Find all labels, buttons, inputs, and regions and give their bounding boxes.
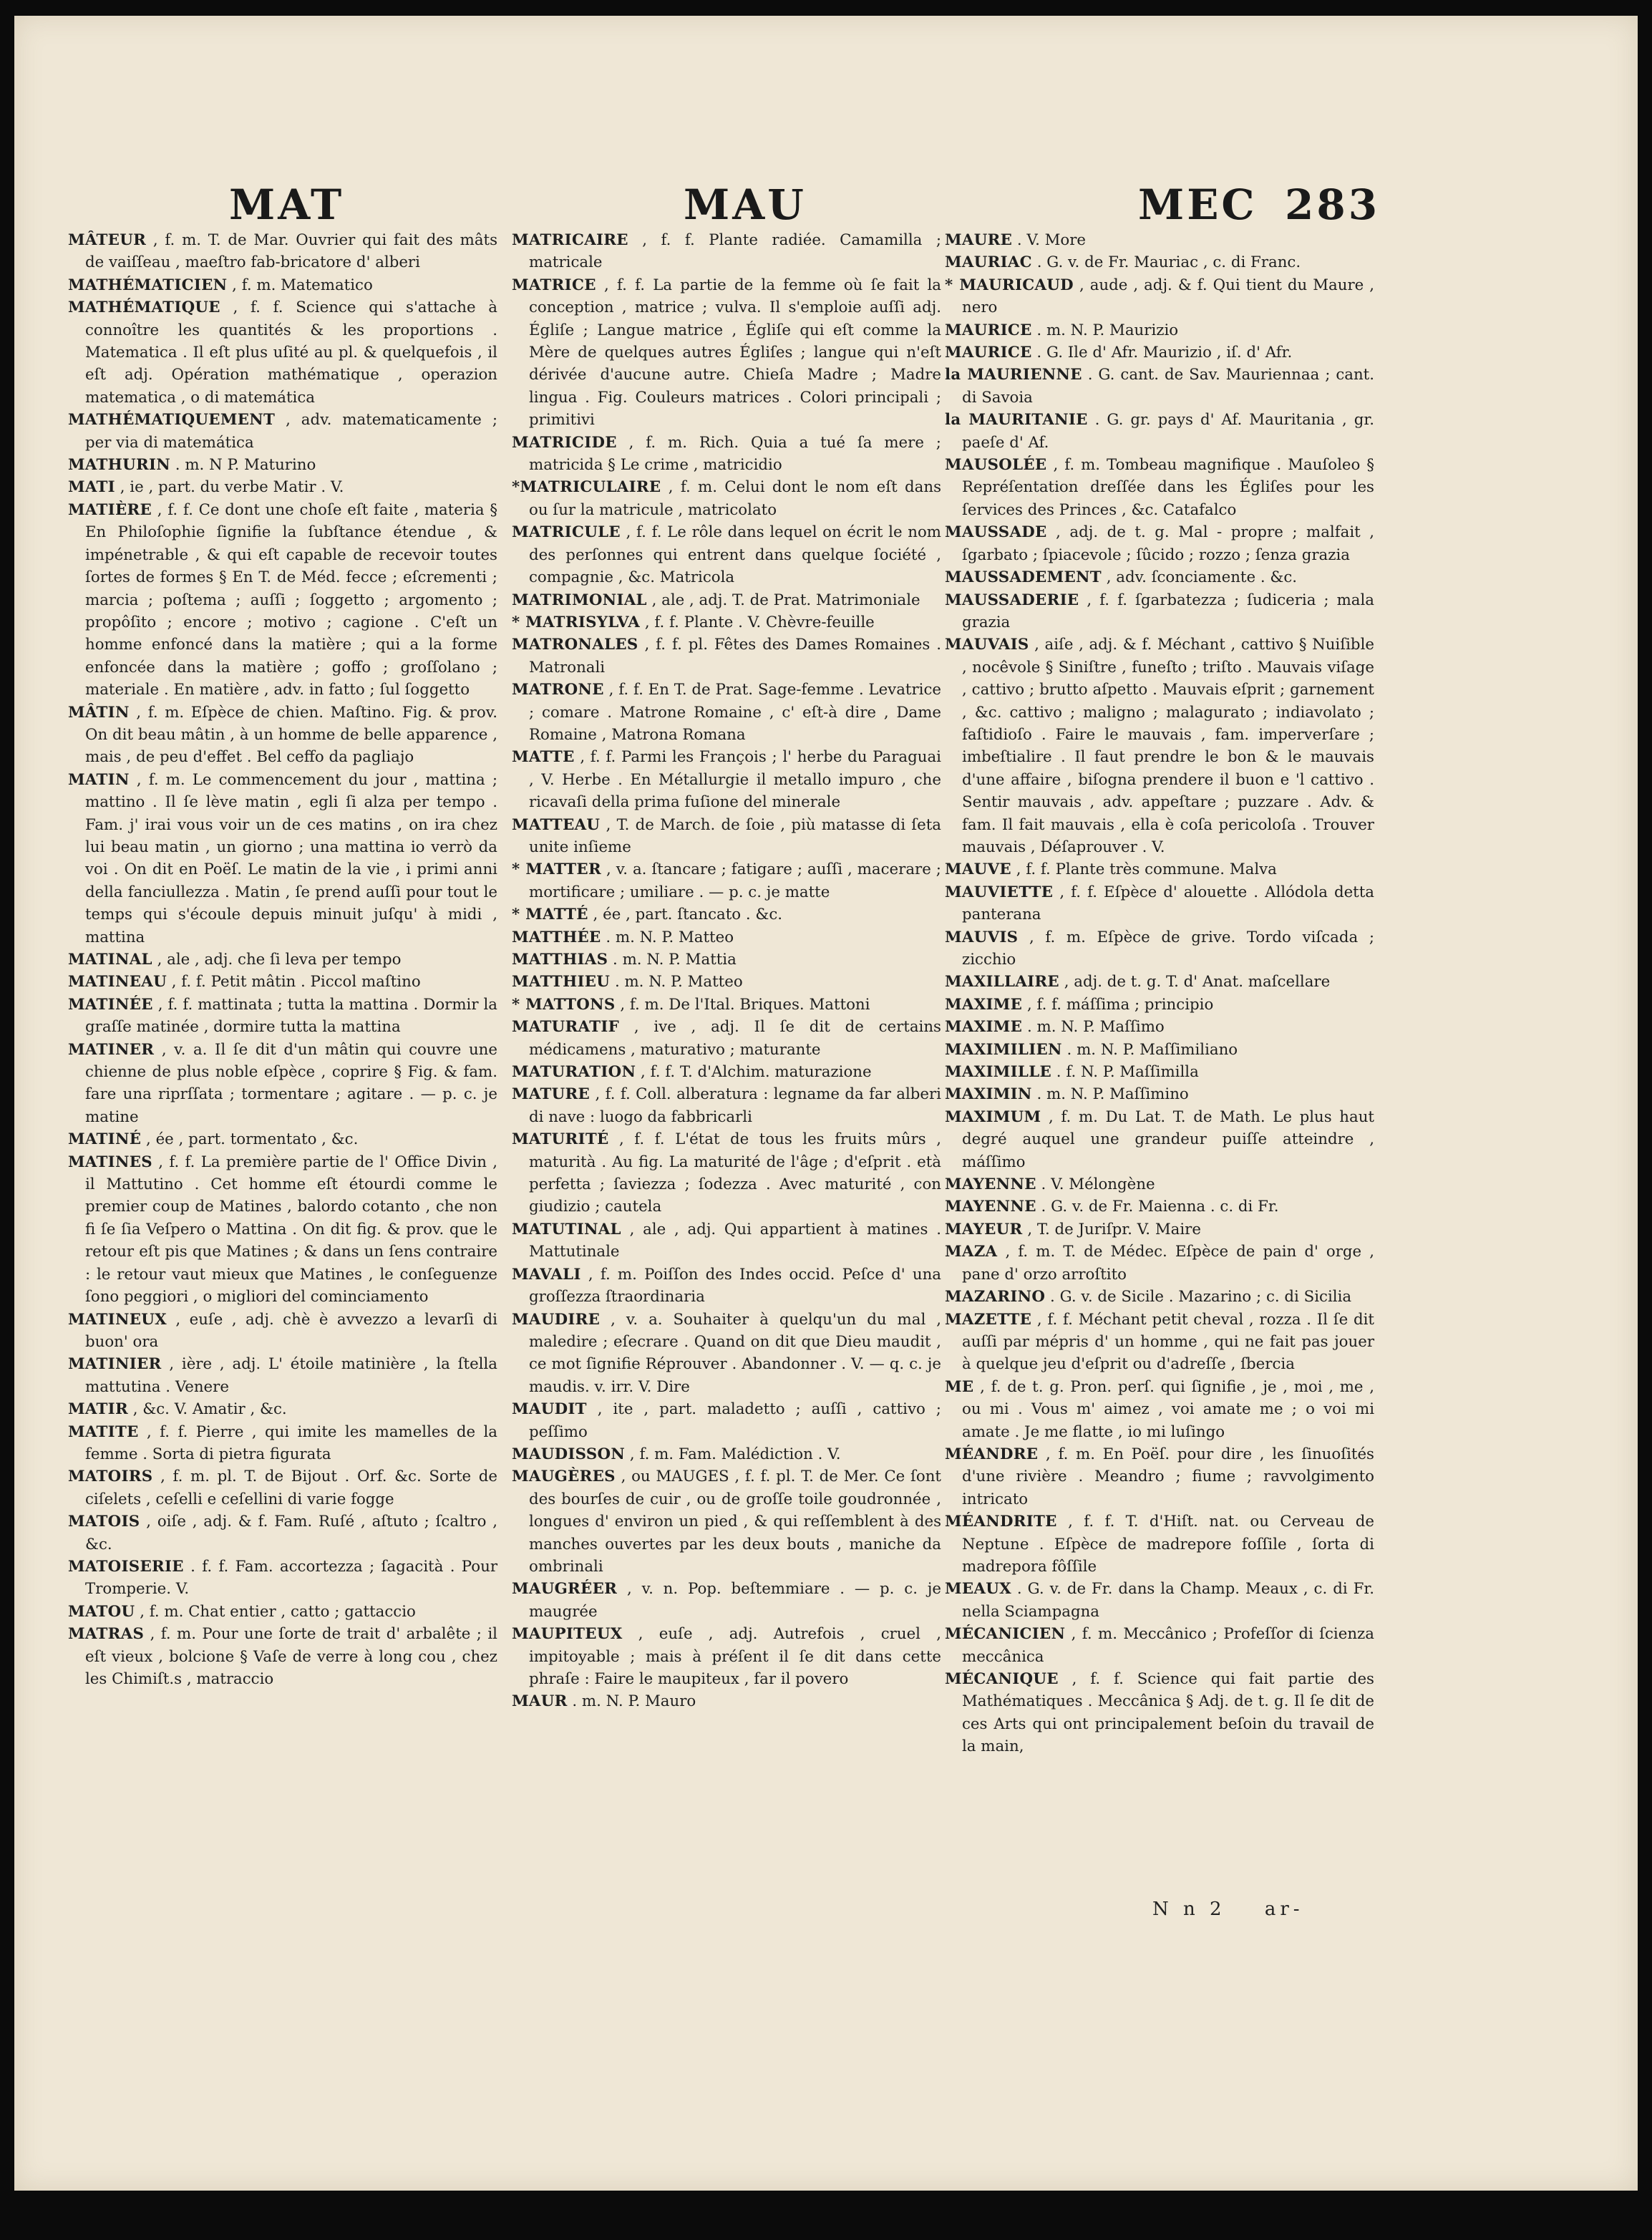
entry-definition: , f. m. Meccânico ; Profeſſor di ſcienza meccânica xyxy=(962,1625,1374,1666)
dictionary-entry xyxy=(512,949,941,971)
dictionary-entry xyxy=(68,1623,497,1690)
dictionary-entry xyxy=(68,1151,497,1309)
entry-definition: , &c. V. Amatir , &c. xyxy=(132,1400,287,1419)
dictionary-entry xyxy=(512,589,941,611)
entry-headword: MAUVAIS xyxy=(945,636,1029,654)
dictionary-entry xyxy=(945,881,1374,926)
dictionary-entry xyxy=(945,1218,1374,1241)
entry-definition: . G. gr. pays d' Af. Mauritania , gr. paeſe d' Af. xyxy=(962,411,1375,452)
entry-headword: MATHÉMATIQUEMENT xyxy=(68,411,276,430)
entry-definition: , f. f. Eſpèce d' alouette . Allódola detta panterana xyxy=(962,883,1374,924)
entry-headword: MAVALI xyxy=(512,1265,581,1284)
entry-headword: MATOISERIE xyxy=(68,1557,184,1576)
entry-headword: MAUR xyxy=(512,1692,568,1711)
entry-headword: MAURICE xyxy=(945,344,1032,362)
entry-headword: MÉANDRE xyxy=(945,1445,1039,1463)
dictionary-entry xyxy=(945,971,1374,993)
entry-headword: * MATTER xyxy=(512,860,601,879)
entry-definition: , f. m. Poiſſon des Indes occid. Peſce d' una groſſezza ſtraordinaria xyxy=(529,1265,941,1306)
entry-definition: . f. f. Fam. accortezza ; ſagacità . Pour Tromperie. V. xyxy=(85,1557,497,1599)
entry-definition: , f. m. T. de Mar. Ouvrier qui fait des mâts de vaiſſeau , maeſtro fab-bricatore d' alberi xyxy=(85,231,498,272)
entry-definition: . V. More xyxy=(1016,231,1087,249)
column-middle xyxy=(512,229,941,1713)
entry-definition: , ée , part. tormentato , &c. xyxy=(146,1130,359,1149)
dictionary-entry xyxy=(945,1511,1374,1578)
dictionary-entry xyxy=(945,1376,1374,1443)
entry-definition: . V. Mélongène xyxy=(1041,1175,1155,1194)
entry-headword: MAUVIS xyxy=(945,928,1019,946)
dictionary-entry xyxy=(68,702,497,769)
entry-headword: MATHÉMATIQUE xyxy=(68,299,220,317)
entry-definition: , ie , part. du verbe Matir . V. xyxy=(120,478,344,497)
entry-definition: . m. N. P. Maſſimiliano xyxy=(1066,1040,1238,1059)
dictionary-entry xyxy=(512,903,941,926)
entry-definition: , v. a. Souhaiter à quelqu'un du mal , maledire ; eſecrare . Quand on dit que Dieu maudit , ce mot ſignifie Réprouver . Abandonner . V. — q. c. je maudis. v. irr. V. Dire xyxy=(529,1310,942,1396)
dictionary-entry xyxy=(945,1578,1374,1623)
entry-headword: MATURATION xyxy=(512,1063,636,1082)
entry-definition: . m. N. P. Maſſimino xyxy=(1036,1085,1189,1104)
dictionary-entry xyxy=(945,1106,1374,1173)
dictionary-entry xyxy=(68,1398,497,1420)
entry-definition: , f. m. Eſpèce de grive. Tordo viſcada ; zicchio xyxy=(962,928,1374,969)
dictionary-entry xyxy=(945,566,1374,588)
entry-headword: MATUTINAL xyxy=(512,1220,621,1238)
entry-definition: , f. f. Le rôle dans lequel on écrit le nom des perſonnes qui entrent dans quelque ſociété , compagnie , &c. Matricola xyxy=(529,523,941,587)
dictionary-entry xyxy=(512,1398,941,1443)
entry-definition: , f. de t. g. Pron. perſ. qui ſignifie , je , moi , me , ou mi . Vous m' aimez , voi amate me ; o voi mi amate . Je me flatte , io mi luſingo xyxy=(962,1377,1374,1441)
entry-headword: MATINIER xyxy=(68,1355,162,1374)
entry-definition: . G. cant. de Sav. Mauriennaa ; cant. di Savoia xyxy=(962,366,1374,407)
entry-headword: MAUGÈRES xyxy=(512,1468,616,1486)
entry-definition: , f. m. Celui dont le nom eſt dans ou ſur la matricule , matricolato xyxy=(529,478,941,519)
entry-definition: , ée , part. ſtancato . &c. xyxy=(593,906,783,924)
entry-definition: , f. f. T. d'Alchim. maturazione xyxy=(641,1063,872,1082)
entry-definition: . G. v. de Fr. dans la Champ. Meaux , c. di Fr. nella Sciampagna xyxy=(962,1580,1374,1621)
dictionary-entry xyxy=(945,364,1374,409)
entry-headword: MAZARINO xyxy=(945,1288,1046,1306)
dictionary-entry xyxy=(68,499,497,702)
entry-headword: MÂTEUR xyxy=(68,231,147,249)
entry-definition: . m. N. P. Mattia xyxy=(613,951,737,969)
dictionary-entry xyxy=(68,1309,497,1354)
dictionary-entry xyxy=(945,409,1374,454)
dictionary-entry xyxy=(512,229,941,274)
dictionary-entry xyxy=(945,319,1374,341)
entry-definition: , adj. de t. g. Mal - propre ; malfait , ſgarbato ; ſpiacevole ; ſûcido ; rozzo ; ſenza grazia xyxy=(962,523,1374,564)
dictionary-entry xyxy=(512,476,941,521)
entry-definition: , f. f. Petit mâtin . Piccol maſtino xyxy=(171,973,421,991)
dictionary-entry xyxy=(512,746,941,813)
entry-definition: , adv. matematicamente ; per via di matemática xyxy=(85,411,497,452)
entry-headword: MATURE xyxy=(512,1085,591,1104)
entry-definition: , ive , adj. Il ſe dit de certains médicamens , maturativo ; maturante xyxy=(529,1018,941,1059)
scan-border xyxy=(0,2191,1652,2240)
dictionary-entry xyxy=(945,1039,1374,1061)
entry-headword: MAZETTE xyxy=(945,1310,1032,1329)
entry-headword: MAUVE xyxy=(945,860,1011,879)
dictionary-entry xyxy=(945,229,1374,251)
dictionary-entry xyxy=(68,1511,497,1556)
entry-definition: , T. de March. de ſoie , più matasse di ſeta unite inſieme xyxy=(529,815,941,856)
entry-headword: MAXIMILLE xyxy=(945,1063,1052,1082)
entry-headword: MAUDISSON xyxy=(512,1445,626,1463)
entry-headword: MÉCANIQUE xyxy=(945,1670,1059,1688)
dictionary-entry xyxy=(945,521,1374,566)
dictionary-entry xyxy=(68,1353,497,1398)
dictionary-entry xyxy=(512,1083,941,1128)
entry-headword: MATTE xyxy=(512,748,575,767)
entry-definition: , f. f. L'état de tous les fruits mûrs , maturità . Au fig. La maturité de l'âge ; d'eſprit . età perfetta ; ſaviezza ; ſodezza . Avec maturité , con giudizio ; cautela xyxy=(529,1130,941,1216)
dictionary-entry xyxy=(512,971,941,993)
dictionary-entry xyxy=(512,1690,941,1712)
entry-headword: MATTHIEU xyxy=(512,973,611,991)
entry-definition: , ale , adj. T. de Prat. Matrimoniale xyxy=(651,591,920,609)
entry-headword: MATINER xyxy=(68,1040,155,1059)
entry-headword: ME xyxy=(945,1377,974,1396)
entry-headword: MATOU xyxy=(68,1602,135,1621)
header-left-guideword: MAT xyxy=(229,180,345,229)
entry-headword: MATRICAIRE xyxy=(512,231,628,249)
dictionary-entry xyxy=(512,274,941,432)
entry-headword: MATRAS xyxy=(68,1625,145,1644)
dictionary-entry xyxy=(512,1443,941,1465)
entry-definition: , f. f. T. d'Hiſt. nat. ou Cerveau de Neptune . Eſpèce de madrepore foſſile , ſorta di madrepora fôſſile xyxy=(962,1513,1374,1576)
dictionary-entry xyxy=(945,274,1374,319)
entry-definition: , adj. de t. g. T. d' Anat. maſcellare xyxy=(1064,973,1331,991)
dictionary-entry xyxy=(945,1668,1374,1758)
entry-headword: MAUDIT xyxy=(512,1400,587,1419)
dictionary-entry xyxy=(945,341,1374,364)
entry-headword: MAXIMUM xyxy=(945,1107,1041,1126)
entry-headword: MATIN xyxy=(68,770,130,789)
entry-headword: MAXIME xyxy=(945,1018,1023,1037)
dictionary-entry xyxy=(945,1623,1374,1668)
entry-definition: . m. N. P. Maurizio xyxy=(1036,321,1179,339)
dictionary-entry xyxy=(68,296,497,409)
entry-definition: , euſe , adj. Autrefois , cruel , impitoyable ; mais à préſent il ſe dit dans cette phraſe : Faire le maupiteux , far il povero xyxy=(529,1625,941,1688)
entry-definition: , f. m. Tombeau magnifique . Mauſoleo § Repréſentation dreſſée dans les Égliſes pour les ſervices des Princes , &c. Catafalco xyxy=(962,456,1374,519)
entry-definition: , f. f. mattinata ; tutta la mattina . Dormir la graſſe matinée , dormire tutta la mattina xyxy=(85,995,497,1037)
entry-headword: MAUDIRE xyxy=(512,1310,601,1329)
entry-headword: MAUVIETTE xyxy=(945,883,1054,901)
entry-definition: , f. m. Pour une ſorte de trait d' arbalête ; il eſt vieux , bolcione § Vaſe de verre à long cou , chez les Chimiſt.s , matraccio xyxy=(85,1625,497,1688)
entry-definition: , ale , adj. Qui appartient à matines . Mattutinale xyxy=(529,1220,941,1261)
entry-headword: MAUGRÉER xyxy=(512,1580,618,1599)
entry-headword: MATHÉMATICIEN xyxy=(68,276,228,294)
entry-definition: , f. m. T. de Médec. Eſpèce de pain d' orge , pane d' orzo arroſtito xyxy=(962,1243,1374,1284)
entry-headword: * MATRISYLVA xyxy=(512,613,641,631)
entry-definition: , f. m. Le commencement du jour , mattina ; mattino . Il ſe lève matin , egli ſi alza per tempo . Fam. j' irai vous voir un de ces matins , on ira chez lui beau matin , un giorno ; una mattina io verrò da voi . On dit en Poëſ. Le matin de la vie , i primi anni della fanciullezza . Matin , ſe prend auſſi pour tout le temps qui s'écoule depuis minuit juſqu' à midi , mattina xyxy=(85,770,497,946)
dictionary-entry xyxy=(68,1128,497,1150)
entry-headword: MATINÉ xyxy=(68,1130,142,1149)
dictionary-entry xyxy=(512,1578,941,1623)
dictionary-entry xyxy=(512,858,941,903)
entry-definition: , euſe , adj. chè è avvezzo a levarſi di buon' ora xyxy=(85,1310,497,1351)
header-center-guideword: MAU xyxy=(684,180,807,229)
entry-headword: MATTEAU xyxy=(512,815,601,834)
entry-headword: MATTHÉE xyxy=(512,928,601,946)
dictionary-entry xyxy=(68,769,497,949)
dictionary-entry xyxy=(68,476,497,498)
dictionary-entry xyxy=(512,432,941,477)
entry-definition: . G. Ile d' Afr. Maurizio , iſ. d' Afr. xyxy=(1036,344,1293,362)
dictionary-entry xyxy=(512,1016,941,1061)
entry-definition: , f. f. Plante très commune. Malva xyxy=(1016,860,1277,879)
dictionary-entry xyxy=(512,994,941,1016)
entry-headword: MATITE xyxy=(68,1422,139,1441)
dictionary-entry xyxy=(68,1039,497,1129)
entry-headword: MATURATIF xyxy=(512,1018,620,1037)
entry-definition: . m. N. P. Matteo xyxy=(606,928,734,946)
entry-definition: , v. a. ſtancare ; fatigare ; auſſi , macerare ; mortificare ; umiliare . — p. c. je matte xyxy=(529,860,941,901)
entry-definition: , f. f. Méchant petit cheval , rozza . Il ſe dit auſſi par mépris d' un homme , qui ne fait pas jouer à quelque jeu d'eſprit ou d'adreſſe , ſbercia xyxy=(962,1310,1374,1374)
entry-definition: , v. n. Pop. beſtemmiare . — p. c. je maugrée xyxy=(529,1580,941,1621)
entry-headword: MATINEUX xyxy=(68,1310,167,1329)
entry-definition: , T. de Juriſpr. V. Maire xyxy=(1027,1220,1201,1238)
entry-headword: MEAUX xyxy=(945,1580,1011,1599)
entry-definition: , f. f. La partie de la femme où ſe fait la conception , matrice ; vulva. Il s'emploie auſſi adj. Égliſe ; Langue matrice , Égliſe qui eſt comme la Mère de quelques autres Égliſes ; langue qui n'eſt dérivée d'aucune autre. Chieſa Madre ; Madre lingua . Fig. Couleurs matrices . Colori principali ; primitivi xyxy=(529,276,941,430)
catchword: ar- xyxy=(1264,1899,1304,1920)
dictionary-entry xyxy=(68,1556,497,1601)
dictionary-entry xyxy=(512,926,941,949)
entry-headword: MATINAL xyxy=(68,951,152,969)
entry-definition: , f. f. Plante radiée. Camamilla ; matricale xyxy=(529,231,941,272)
dictionary-entry xyxy=(945,1083,1374,1105)
dictionary-entry xyxy=(68,409,497,454)
entry-headword: MATINEAU xyxy=(68,973,167,991)
entry-definition: . m. N. P. Matteo xyxy=(614,973,743,991)
entry-definition: , aiſe , adj. & f. Méchant , cattivo § Nuiſible , nocêvole § Siniſtre , funeſto ; triſto . Mauvais viſage , cattivo ; brutto aſpetto . Mauvais eſprit ; garnement , &c. cattivo ; maligno ; malagurato ; indiavolato ; faſtidioſo . Faire le mauvais , fam. imperverſare ; imbeſtialire . Il faut prendre le bon & le mauvais d'une affaire , biſogna prendere il buon e 'l cattivo . Sentir mauvais , adv. appeſtare ; puzzare . Adv. & fam. Il fait mauvais , ella è coſa pericoloſa . Trouver mauvais , Déſaprouver . V. xyxy=(962,636,1374,856)
dictionary-entry xyxy=(945,858,1374,881)
dictionary-entry xyxy=(512,1623,941,1690)
page-footer xyxy=(1152,1899,1304,1920)
entry-headword: MAUSOLÉE xyxy=(945,456,1047,475)
dictionary-entry xyxy=(68,229,497,274)
entry-headword: MAXIME xyxy=(945,995,1023,1014)
dictionary-entry xyxy=(512,521,941,588)
entry-headword: MAXIMILIEN xyxy=(945,1040,1062,1059)
column-left xyxy=(68,229,497,1690)
dictionary-entry xyxy=(512,1264,941,1309)
entry-definition: , oiſe , adj. & f. Fam. Ruſé , aſtuto ; ſcaltro , &c. xyxy=(85,1513,497,1553)
entry-definition: . f. N. P. Maſſimilla xyxy=(1056,1063,1199,1082)
entry-headword: MAZA xyxy=(945,1243,998,1261)
dictionary-entry xyxy=(512,679,941,746)
dictionary-entry xyxy=(945,251,1374,273)
entry-headword: MATRONALES xyxy=(512,636,638,654)
entry-definition: . m. N. P. Maſſimo xyxy=(1026,1018,1165,1037)
dictionary-entry xyxy=(945,994,1374,1016)
entry-headword: MAUSSADERIE xyxy=(945,591,1079,609)
entry-headword: MATRICE xyxy=(512,276,596,294)
entry-definition: , ite , part. maladetto ; auſſi , cattivo ; peſſimo xyxy=(529,1400,941,1441)
entry-headword: la MAURIENNE xyxy=(945,366,1082,384)
entry-headword: MÂTIN xyxy=(68,703,130,722)
entry-definition: , f. f. Coll. alberatura : legname da far alberi di nave : luogo da fabbricarli xyxy=(529,1085,941,1126)
entry-definition: , f. m. En Poëſ. pour dire , les ſinuoſités d'une rivière . Meandro ; fiume ; ravvolgimento intricato xyxy=(962,1445,1374,1508)
dictionary-entry xyxy=(945,634,1374,858)
entry-headword: MAYEUR xyxy=(945,1220,1023,1238)
entry-headword: MÉCANICIEN xyxy=(945,1625,1066,1644)
entry-definition: , f. m. Chat entier , catto ; gattaccio xyxy=(140,1602,416,1621)
entry-definition: , f. f. Science qui s'attache à connoître les quantités & les proportions . Matematica . Il eſt plus uſité au pl. & quelquefois , il eſt adj. Opération mathématique , operazion matematica , o di matemática xyxy=(85,299,497,407)
dictionary-entry xyxy=(945,1196,1374,1218)
entry-definition: , f. m. Rich. Quia a tué ſa mere ; matricida § Le crime , matricidio xyxy=(529,433,941,475)
dictionary-entry xyxy=(512,814,941,859)
dictionary-entry xyxy=(68,1465,497,1511)
dictionary-entry xyxy=(68,274,497,296)
entry-definition: , f. f. Science qui fait partie des Mathématiques . Meccânica § Adj. de t. g. Il ſe dit de ces Arts qui ont principalement beſoin du travail de la main, xyxy=(962,1670,1374,1756)
entry-definition: , f. m. Fam. Malédiction . V. xyxy=(629,1445,841,1463)
entry-definition: , f. f. máſſima ; principio xyxy=(1026,995,1214,1014)
entry-definition: , f. f. Parmi les François ; l' herbe du Paraguai , V. Herbe . En Métallurgie il metallo impuro , che ricavaſi della prima fuſione del minerale xyxy=(529,748,941,812)
entry-headword: *MATRICULAIRE xyxy=(512,478,661,497)
column-right xyxy=(945,229,1374,1758)
dictionary-entry xyxy=(68,1601,497,1623)
entry-definition: , f. m. Eſpèce de chien. Maſtino. Fig. & prov. On dit beau mâtin , à un homme de belle apparence , mais , de peu d'effet . Bel ceffo da pagliajo xyxy=(85,703,497,767)
dictionary-entry xyxy=(945,1241,1374,1286)
entry-definition: . G. v. de Fr. Maienna . c. di Fr. xyxy=(1041,1198,1279,1216)
signature-mark: N n 2 xyxy=(1152,1899,1226,1920)
entry-headword: MAURE xyxy=(945,231,1013,249)
entry-definition: , ale , adj. che ſi leva per tempo xyxy=(157,951,402,969)
entry-headword: MATOIS xyxy=(68,1513,140,1531)
dictionary-entry xyxy=(945,1443,1374,1511)
entry-definition: , f. m. Du Lat. T. de Math. Le plus haut degré auquel une grandeur puiſſe atteindre , máſſimo xyxy=(962,1107,1374,1171)
entry-definition: , adv. ſconciamente . &c. xyxy=(1106,568,1298,587)
entry-headword: MATI xyxy=(68,478,115,497)
dictionary-entry xyxy=(945,1309,1374,1376)
entry-headword: * MATTÉ xyxy=(512,906,588,924)
entry-headword: MATRICIDE xyxy=(512,433,617,452)
entry-definition: . m. N. P. Mauro xyxy=(572,1692,696,1711)
entry-definition: . m. N P. Maturino xyxy=(175,456,316,475)
entry-definition: , v. a. Il ſe dit d'un mâtin qui couvre une chienne de plus noble eſpèce , coprire § Fig. & fam. fare una riprſſata ; tormentare ; agitare . — p. c. je matine xyxy=(85,1040,497,1126)
dictionary-entry xyxy=(68,1421,497,1466)
entry-headword: MAYENNE xyxy=(945,1175,1036,1194)
entry-headword: MATHURIN xyxy=(68,456,171,475)
entry-definition: . G. v. de Sicile . Mazarino ; c. di Sicilia xyxy=(1050,1288,1352,1306)
entry-definition: , f. f. En T. de Prat. Sage-femme . Levatrice ; comare . Matrone Romaine , c' eſt-à dire , Dame Romaine , Matrona Romana xyxy=(529,681,941,744)
entry-headword: MATOIRS xyxy=(68,1468,153,1486)
entry-definition: , ière , adj. L' étoile matinière , la ſtella mattutina . Venere xyxy=(85,1355,497,1396)
entry-headword: MÉANDRITE xyxy=(945,1513,1057,1531)
entry-headword: MATTHIAS xyxy=(512,951,608,969)
dictionary-entry xyxy=(512,1309,941,1399)
entry-headword: MATRICULE xyxy=(512,523,621,542)
entry-definition: , f. f. Ce dont une choſe eſt faite , materia § En Philoſophie ſignifie la ſubſtance étendue , & impénetrable , & qui eſt capable de recevoir toutes ſortes de formes § En T. de Méd. fecce ; eſcrementi ; marcia ; poſtema ; auſſi ; ſoggetto ; argomento ; propôſito ; encore ; motivo ; cagione . C'eſt un homme enfoncé dans la matière ; qui a la forme enfoncée dans la matière ; goffo ; groſſolano ; materiale . En matière , adv. in fatto ; ſul ſoggetto xyxy=(85,500,497,699)
entry-headword: MATIÈRE xyxy=(68,500,152,519)
entry-definition: , f. m. Matematico xyxy=(232,276,373,294)
entry-headword: MAYENNE xyxy=(945,1198,1036,1216)
dictionary-entry xyxy=(945,1016,1374,1038)
dictionary-entry xyxy=(512,634,941,679)
dictionary-entry xyxy=(945,1286,1374,1308)
header-right-guideword: MEC xyxy=(1138,180,1258,229)
entry-headword: MAURIAC xyxy=(945,253,1032,272)
dictionary-page xyxy=(14,16,1638,2191)
entry-headword: MATINES xyxy=(68,1153,152,1171)
dictionary-entry xyxy=(945,1173,1374,1196)
page-number: 283 xyxy=(1285,180,1381,229)
entry-headword: MATRIMONIAL xyxy=(512,591,647,609)
dictionary-entry xyxy=(945,926,1374,971)
entry-headword: * MATTONS xyxy=(512,995,616,1014)
entry-definition: , f. f. Pierre , qui imite les mamelles de la femme . Sorta di pietra figurata xyxy=(85,1422,497,1463)
entry-headword: MATINÉE xyxy=(68,995,153,1014)
entry-headword: MAUSSADEMENT xyxy=(945,568,1102,587)
dictionary-entry xyxy=(68,971,497,993)
dictionary-entry xyxy=(512,1218,941,1264)
entry-definition: , aude , adj. & f. Qui tient du Maure , nero xyxy=(962,276,1374,317)
entry-definition: , f. f. pl. Fêtes des Dames Romaines . Matronali xyxy=(529,636,941,677)
dictionary-entry xyxy=(945,1061,1374,1083)
entry-definition: , f. f. Plante . V. Chèvre-feuille xyxy=(644,613,875,631)
dictionary-entry xyxy=(512,1061,941,1083)
entry-headword: MAXIMIN xyxy=(945,1085,1032,1104)
entry-headword: la MAURITANIE xyxy=(945,411,1088,430)
entry-definition: , f. m. pl. T. de Bijout . Orf. &c. Sorte de ciſelets , ceſelli e ceſellini di varie fogge xyxy=(85,1468,497,1508)
dictionary-entry xyxy=(512,611,941,634)
entry-headword: MAUPITEUX xyxy=(512,1625,623,1644)
dictionary-entry xyxy=(512,1465,941,1578)
entry-definition: , f. f. ſgarbatezza ; ſudiceria ; mala grazia xyxy=(962,591,1374,631)
dictionary-entry xyxy=(68,949,497,971)
entry-headword: MATURITÉ xyxy=(512,1130,609,1149)
entry-headword: MAXILLAIRE xyxy=(945,973,1059,991)
dictionary-entry xyxy=(512,1128,941,1218)
entry-definition: . G. v. de Fr. Mauriac , c. di Franc. xyxy=(1036,253,1301,272)
entry-headword: MAURICE xyxy=(945,321,1032,339)
entry-definition: , f. m. De l'Ital. Briques. Mattoni xyxy=(620,995,870,1014)
entry-headword: MATIR xyxy=(68,1400,128,1419)
dictionary-entry xyxy=(945,454,1374,521)
entry-definition: , ou MAUGES , f. f. pl. T. de Mer. Ce ſont des bourſes de cuir , ou de groſſe toile goudronnée , longues d' environ un pied , & qui reſſemblent à des manches ouvertes par les deux bouts , maniche da ombrinali xyxy=(529,1468,941,1576)
dictionary-entry xyxy=(945,589,1374,634)
entry-headword: MAUSSADE xyxy=(945,523,1047,542)
entry-headword: MATRONE xyxy=(512,681,604,699)
entry-headword: * MAURICAUD xyxy=(945,276,1074,294)
dictionary-entry xyxy=(68,994,497,1039)
dictionary-entry xyxy=(68,454,497,476)
entry-definition: , f. f. La première partie de l' Office Divin , il Mattutino . Cet homme eſt étourdi comme le premier coup de Matines , balordo cotanto , che non fi ſe ſia Veſpero o Mattina . On dit fig. & prov. que le retour eſt pis que Matines ; & dans un ſens contraire : le retour vaut mieux que Matines , le conſeguenze ſono peggiori , o migliori del cominciamento xyxy=(85,1153,497,1306)
